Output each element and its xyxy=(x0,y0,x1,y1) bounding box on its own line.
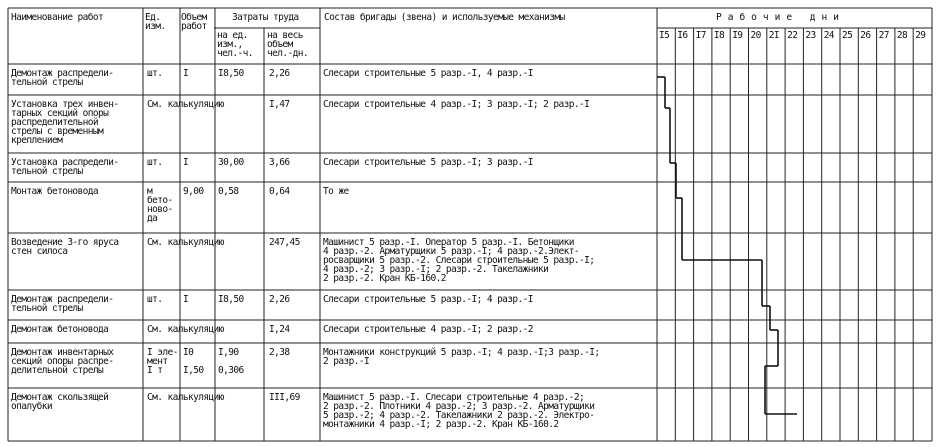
row-per-unit: I8,50 xyxy=(218,68,244,79)
row-total-man-days: I,24 xyxy=(269,324,290,335)
row-unit: шт. xyxy=(147,68,163,79)
row-crew: Машинист 5 разр.-I. Слесари строительные 4 разр.-2; 2 разр.-2. Плотники 4 разр.-2; 3 разр.-2. Арматурщики 5 разр.-2; 4 разр.-2. Такелажники 2 разр.-2. Электро- монтажники 4 разр.-I; 2 разр.-2. Кран КБ-160.2 xyxy=(323,392,595,430)
day-label: I6 xyxy=(677,30,688,41)
row-total-man-days: 2,38 xyxy=(269,347,290,358)
row-work-name: Монтаж бетоновода xyxy=(11,186,99,197)
row-total-man-days: 3,66 xyxy=(269,157,290,168)
header-name: Наименование работ xyxy=(11,12,104,23)
day-label: 25 xyxy=(842,30,853,41)
row-per-unit: 30,00 xyxy=(218,157,244,168)
row-crew: Слесари строительные 4 разр.-I; 2 разр.-2 xyxy=(323,324,533,335)
day-label: I8 xyxy=(713,30,725,41)
row-crew: То же xyxy=(323,186,349,197)
day-label: 27 xyxy=(878,30,889,41)
day-label: I9 xyxy=(732,30,743,41)
row-volume: I xyxy=(183,68,189,79)
row-per-unit: 0,58 xyxy=(218,186,239,197)
row-calculation-ref: См. калькуляцию xyxy=(147,237,224,248)
row-crew: Слесари строительные 5 разр.-I, 4 разр.-I xyxy=(323,68,533,79)
day-label: 24 xyxy=(823,30,834,41)
header-days-title: Рабочие дни xyxy=(716,12,845,23)
day-label: I5 xyxy=(659,30,670,41)
day-label: 29 xyxy=(915,30,926,41)
row-calculation-ref: См. калькуляцию xyxy=(147,324,224,335)
row-unit: м бето- ново- да xyxy=(147,186,173,224)
row-work-name: Демонтаж распредели- тельной стрелы xyxy=(11,68,114,88)
row-calculation-ref: См. калькуляцию xyxy=(147,392,224,403)
row-unit: шт. xyxy=(147,157,163,168)
row-total-man-days: 0,64 xyxy=(269,186,290,197)
row-crew: Монтажники конструкций 5 разр.-I; 4 разр.-I;3 разр.-I; 2 разр.-I xyxy=(323,347,600,367)
header-labor: Затраты труда xyxy=(232,12,299,23)
row-volume: I0 I,50 xyxy=(183,347,204,376)
row-work-name: Демонтаж бетоновода xyxy=(11,324,109,335)
day-label: I7 xyxy=(695,30,706,41)
day-label: 23 xyxy=(805,30,816,41)
row-per-unit: I8,50 xyxy=(218,294,244,305)
row-per-unit: I,90 0,306 xyxy=(218,347,244,376)
day-label: 22 xyxy=(787,30,798,41)
header-unit: Ед. изм. xyxy=(145,12,166,32)
day-label: 26 xyxy=(860,30,871,41)
row-work-name: Демонтаж распредели- тельной стрелы xyxy=(11,294,114,314)
row-total-man-days: 247,45 xyxy=(269,237,300,248)
row-total-man-days: III,69 xyxy=(269,392,300,403)
row-volume: 9,00 xyxy=(183,186,204,197)
row-work-name: Демонтаж скользящей опалубки xyxy=(11,392,109,412)
row-unit: шт. xyxy=(147,294,163,305)
row-work-name: Установка распредели- тельной стрелы xyxy=(11,157,119,177)
row-total-man-days: 2,26 xyxy=(269,68,290,79)
row-total-man-days: 2,26 xyxy=(269,294,290,305)
row-crew: Слесари строительные 5 разр.-I; 4 разр.-I xyxy=(323,294,533,305)
row-unit: I эле- мент I т xyxy=(147,347,178,376)
row-volume: I xyxy=(183,294,189,305)
header-volume: Объем работ xyxy=(181,12,207,32)
day-label: 28 xyxy=(896,30,908,41)
row-crew: Слесари строительные 5 разр.-I; 3 разр.-I xyxy=(323,157,533,168)
row-work-name: Демонтаж инвентарных секций опоры распре- делительной стрелы xyxy=(11,347,114,376)
header-crew: Состав бригады (звена) и используемые механизмы xyxy=(324,12,565,23)
row-work-name: Установка трех инвен- тарных секций опоры распределительной стрелы с временным креплением xyxy=(11,99,119,146)
row-volume: I xyxy=(183,157,189,168)
day-label: 20 xyxy=(750,30,761,41)
header-total: на весь объем чел.-дн. xyxy=(267,30,308,59)
header-per-unit: на ед. изм., чел.-ч. xyxy=(217,30,253,59)
row-calculation-ref: См. калькуляцию xyxy=(147,99,224,110)
row-crew: Слесари строительные 4 разр.-I; 3 разр.-I; 2 разр.-I xyxy=(323,99,590,110)
row-work-name: Возведение 3-го яруса стен силоса xyxy=(11,237,119,257)
row-total-man-days: I,47 xyxy=(269,99,290,110)
day-label: 2I xyxy=(768,30,780,41)
row-crew: Машинист 5 разр.-I. Оператор 5 разр.-I. Бетонщики 4 разр.-2. Арматурщики 5 разр.-I; 4 разр.-2.Элект- росварщики 5 разр.-2. Слесари строительные 5 разр.-I; 4 разр.-2; 3 разр.-I; 2 разр.-2. Такелажники 2 разр.-2. Кран КБ-160.2 xyxy=(323,237,595,284)
